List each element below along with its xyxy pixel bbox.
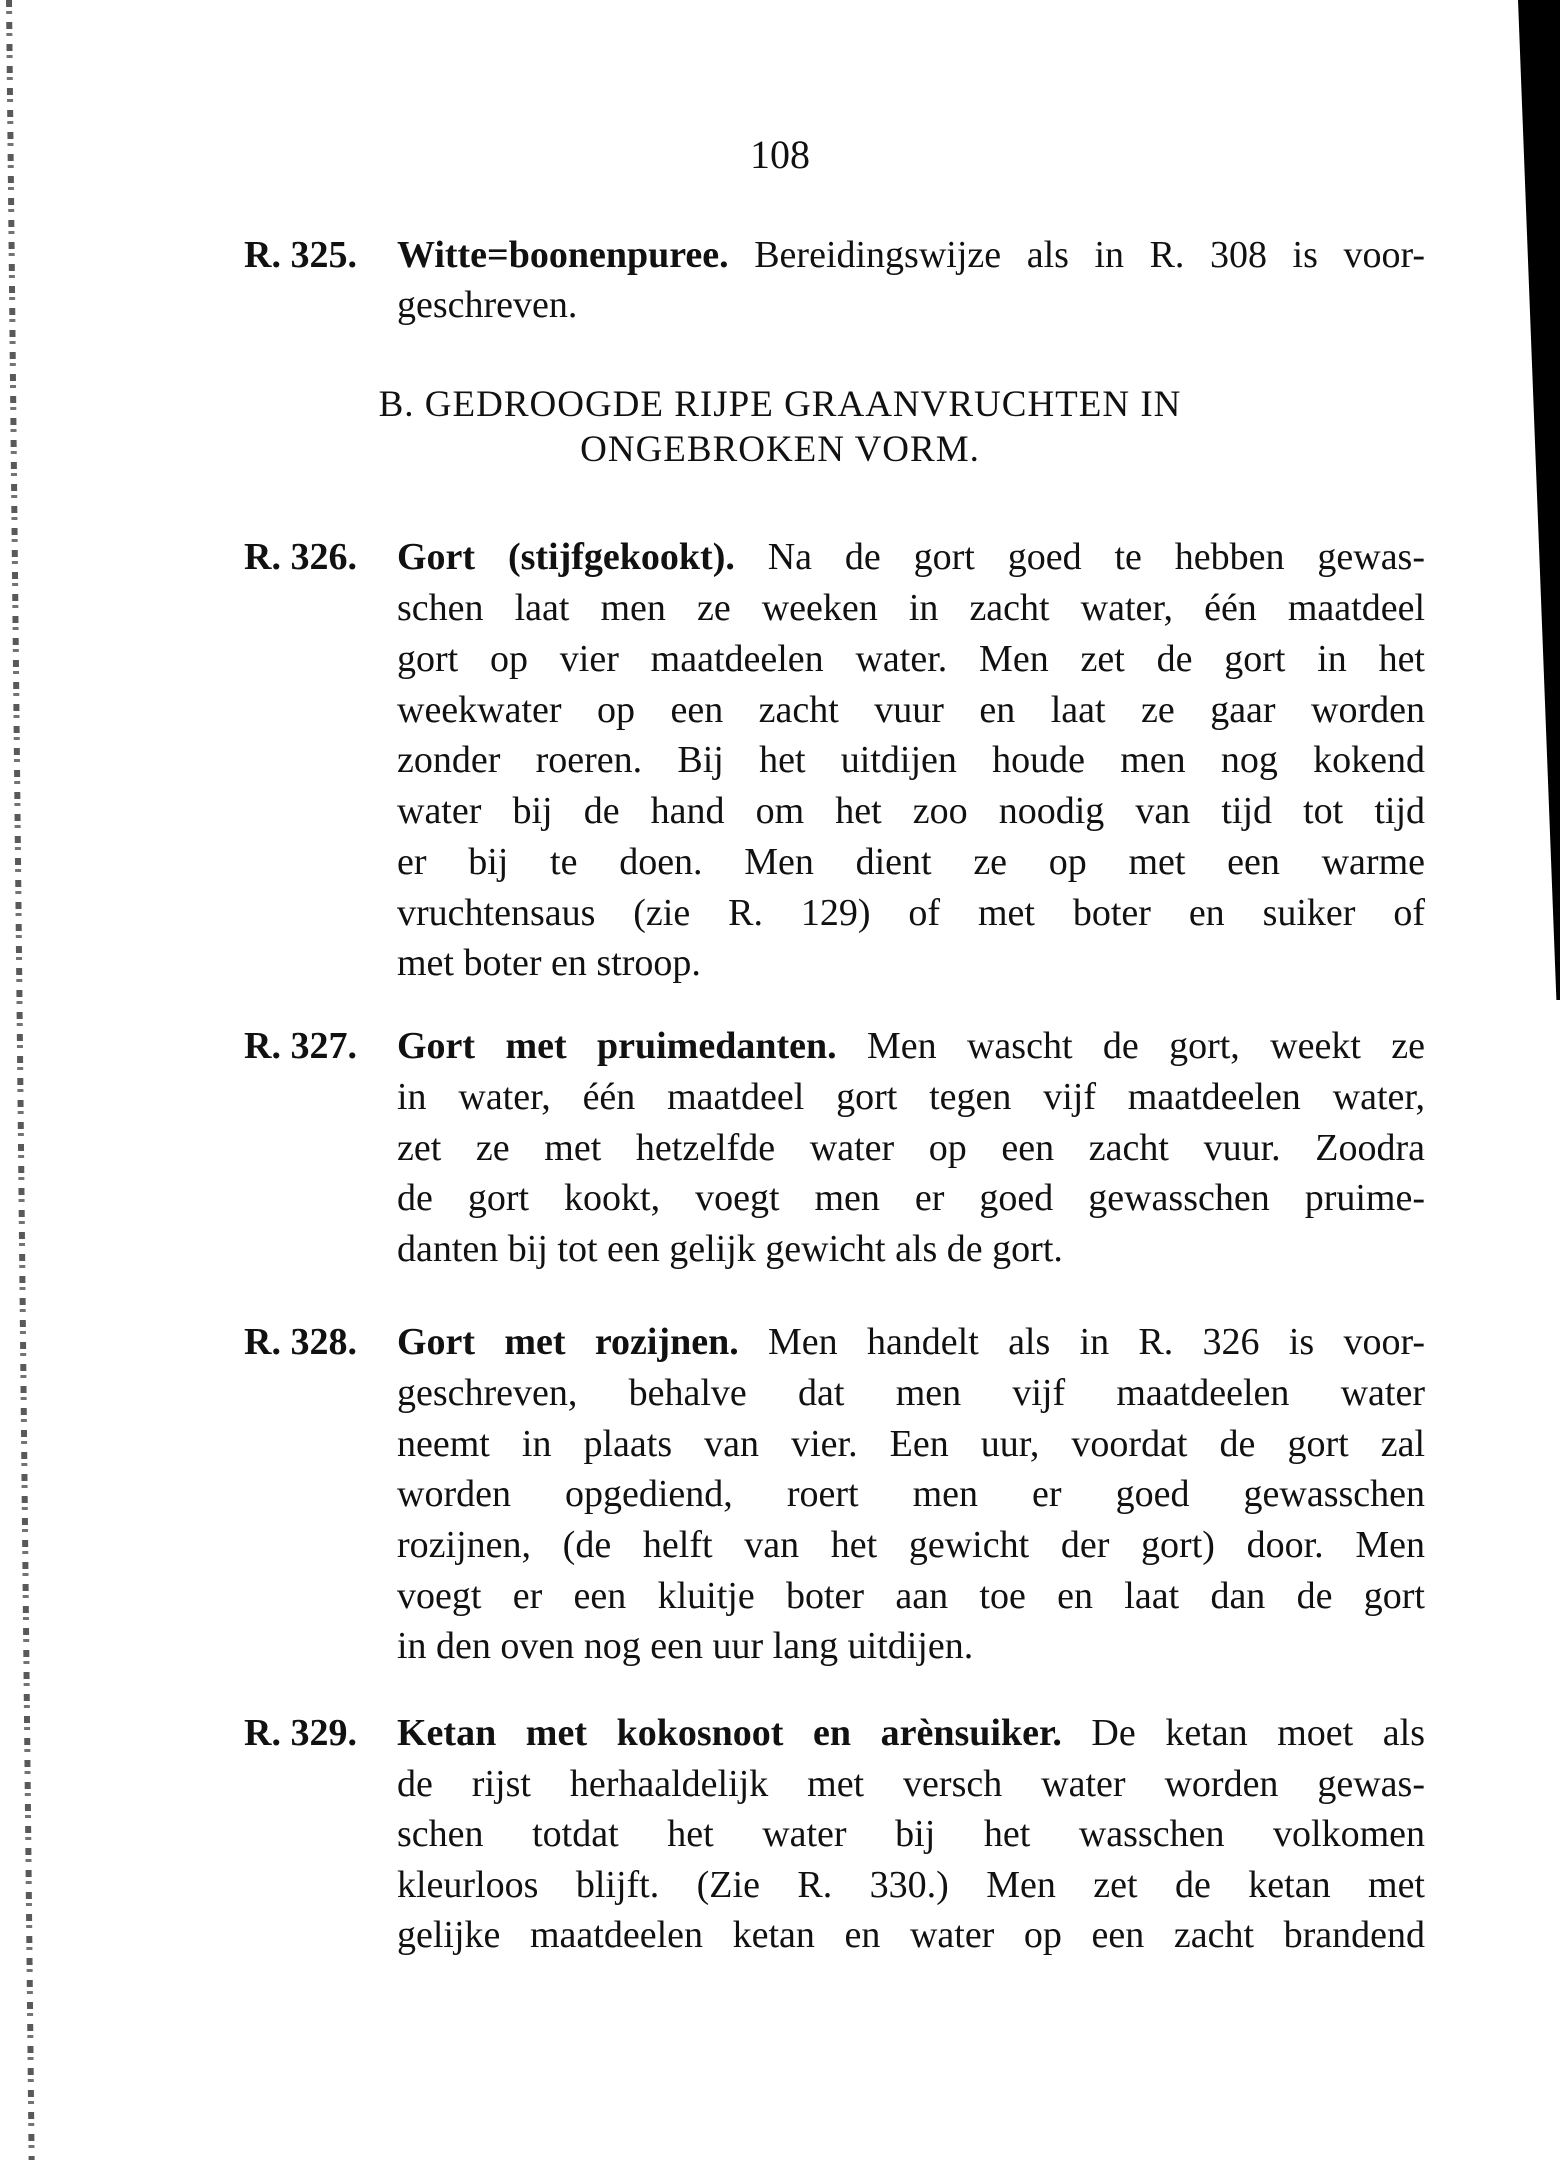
recipe-line [397, 532, 1425, 582]
recipe-line: schen laat men ze weeken in zacht water, één maatdeel [397, 587, 1425, 629]
recipe-title: Witte=boonenpuree. [397, 234, 729, 276]
text-run: Na de gort goed te hebben gewas- [734, 536, 1425, 578]
text-run: Bereidingswijze als in R. 308 is voor- [728, 234, 1425, 276]
recipe-line: geschreven, behalve dat men vijf maatdeelen water [397, 1372, 1425, 1414]
recipe-title: Gort (stijfgekookt). [397, 536, 735, 578]
recipe-line: vruchtensaus (zie R. 129) of met boter en suiker of [397, 892, 1425, 934]
section-heading-line-2: ONGEBROKEN VORM. [580, 429, 980, 470]
recipe-line: er bij te doen. Men dient ze op met een warme [397, 841, 1425, 883]
recipe-line: in den oven nog een uur lang uitdijen. [397, 1625, 974, 1667]
recipe-number: R. 327. [244, 1025, 357, 1067]
recipe-line: voegt er een kluitje boter aan toe en laat dan de gort [397, 1575, 1425, 1617]
recipe-line: de gort kookt, voegt men er goed gewasschen pruime- [397, 1177, 1425, 1219]
text-run: De ketan moet als [1061, 1712, 1425, 1754]
recipe-number: R. 326. [244, 536, 357, 578]
recipe-line: met boter en stroop. [397, 942, 701, 984]
recipe-line [397, 1708, 1425, 1758]
page-number: 108 [750, 132, 810, 177]
recipe-line: kleurloos blijft. (Zie R. 330.) Men zet de ketan met [397, 1864, 1425, 1906]
recipe-line: worden opgediend, roert men er goed gewasschen [397, 1473, 1425, 1515]
recipe-line: gort op vier maatdeelen water. Men zet de gort in het [397, 638, 1425, 680]
text-run: Men wascht de gort, weekt ze [836, 1025, 1425, 1067]
recipe-title: Ketan met kokosnoot en arènsuiker. [397, 1712, 1062, 1754]
recipe-line: weekwater op een zacht vuur en laat ze gaar worden [397, 689, 1425, 731]
recipe-line: in water, één maatdeel gort tegen vijf maatdeelen water, [397, 1076, 1425, 1118]
recipe-number: R. 329. [244, 1712, 357, 1754]
recipe-line [397, 1317, 1425, 1367]
recipe-number: R. 325. [244, 234, 357, 276]
recipe-line: zonder roeren. Bij het uitdijen houde men nog kokend [397, 739, 1425, 781]
recipe-line: de rijst herhaaldelijk met versch water worden gewas- [397, 1763, 1425, 1805]
recipe-line: zet ze met hetzelfde water op een zacht vuur. Zoodra [397, 1127, 1425, 1169]
recipe-line: schen totdat het water bij het wasschen volkomen [397, 1813, 1425, 1855]
recipe-line: danten bij tot een gelijk gewicht als de gort. [397, 1228, 1063, 1270]
recipe-line [397, 230, 1425, 280]
recipe-title: Gort met rozijnen. [397, 1321, 739, 1363]
scan-edge-left [6, 0, 35, 2160]
text-run: Men handelt als in R. 326 is voor- [738, 1321, 1425, 1363]
recipe-title: Gort met pruimedanten. [397, 1025, 837, 1067]
recipe-line [397, 1021, 1425, 1071]
recipe-line: rozijnen, (de helft van het gewicht der gort) door. Men [397, 1524, 1425, 1566]
recipe-line: geschreven. [397, 284, 578, 326]
recipe-number: R. 328. [244, 1321, 357, 1363]
recipe-line: gelijke maatdeelen ketan en water op een zacht brandend [397, 1914, 1425, 1956]
section-heading-line-1: B. GEDROOGDE RIJPE GRAANVRUCHTEN IN [378, 384, 1182, 425]
recipe-line: water bij de hand om het zoo noodig van tijd tot tijd [397, 790, 1425, 832]
recipe-line: neemt in plaats van vier. Een uur, voordat de gort zal [397, 1423, 1425, 1465]
